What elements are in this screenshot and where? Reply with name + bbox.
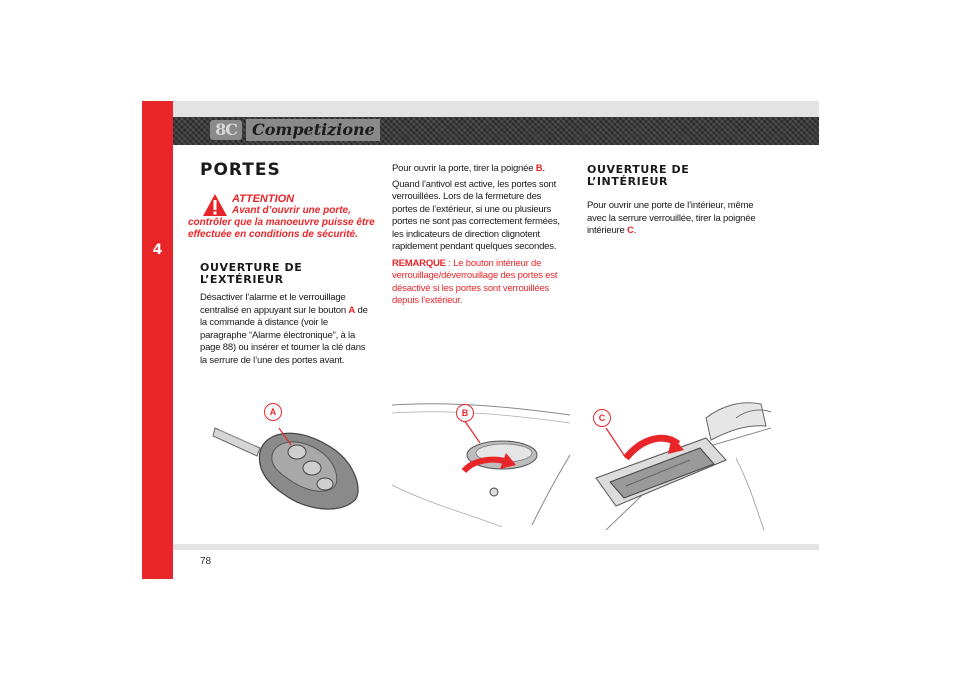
note-paragraph: REMARQUE : Le bouton intérieur de verrouillage/déverrouillage des portes est désactivé si les portes sont verrouillées depuis l’extérieur. [392,257,558,306]
chapter-number: 4 [152,242,163,258]
callout-b: B [456,404,474,422]
handle-paragraph: Pour ouvrir la porte, tirer la poignée B. [392,163,545,174]
section-title-line: OUVERTURE DE [587,163,690,176]
letter-b: B [535,163,543,174]
footer-band [173,544,819,550]
interior-handle-illustration [586,398,776,530]
callout-c: C [593,409,611,427]
section-title-line: L’EXTÉRIEUR [200,273,284,286]
exterior-paragraph: Désactiver l’alarme et le verrouillage centralisé en appuyant sur le bouton A de la commande à distance (voir le paragraphe “Alarme électronique”, à la page 88) ou insérer et tourner la clé dans la serrure de l’une des portes avant. [200,292,368,366]
note-label: REMARQUE [392,257,446,269]
page-number: 78 [200,556,212,567]
section-title-line: OUVERTURE DE [200,261,303,274]
header-band [173,101,819,117]
section-title-interior [587,164,689,188]
warning-text: Avant d’ouvrir une porte, contrôler que la manoeuvre puisse être effectuée en conditions de sécurité. [188,205,375,240]
warning-title: ATTENTION [232,193,295,205]
chapter-tab [142,101,173,579]
interior-paragraph: Pour ouvrir une porte de l’intérieur, même avec la serrure verrouillée, tirer la poignée intérieure C. [587,200,756,236]
section-title-line: L’INTÉRIEUR [587,175,669,188]
page-title: PORTES [200,160,281,180]
logo-8c: 8C [210,120,242,140]
logo-competizione: Competizione [246,119,380,141]
section-title-exterior [200,262,302,286]
remote-key-illustration [205,400,375,525]
antitheft-paragraph: Quand l’antivol est active, les portes sont verrouillées. Lors de la fermeture des portes de l’extérieur, si une ou plusieurs portes ne sont pas correctement fermées, les indicateurs de direction clignotent rapidement pendant quelques secondes. [392,178,560,252]
exterior-handle-illustration [392,395,572,530]
letter-c: C [627,225,634,236]
callout-a: A [264,403,282,421]
letter-a: A [348,304,356,316]
middle-column [392,163,564,308]
